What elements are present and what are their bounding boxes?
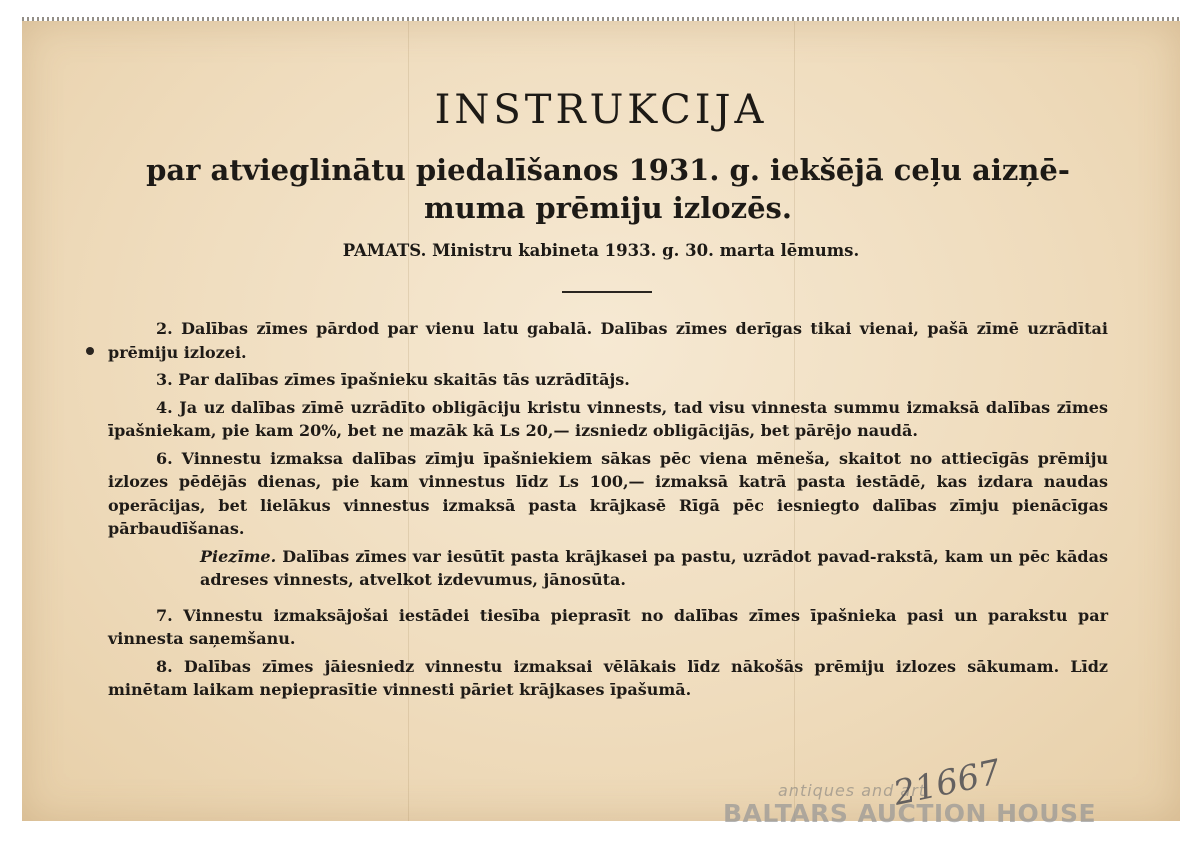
paragraph-7: 7. Vinnestu izmaksājošai iestādei tiesība pieprasīt no dalības zīmes īpašnieka pasi un parakstu par vinnesta saņemšanu. [108, 605, 1108, 648]
paragraph-4: 4. Ja uz dalības zīmē uzrādīto obligāciju kristu vinnests, tad visu vinnesta summu izmaksā dalības zīmes īpašniekam, pie kam 20%, bet ne mazāk kā Ls 20,— izsniedz obligācijās, bet pārējo naudā. [108, 397, 1108, 440]
document-title: INSTRUKCIJA [434, 87, 768, 133]
divider-rule [562, 291, 652, 293]
note [108, 545, 1108, 592]
paragraph-3: 3. Par dalības zīmes īpašnieku skaitās tās uzrādītājs. [156, 370, 630, 389]
note-label: Piezīme. [200, 546, 277, 566]
instruction-body [108, 317, 1108, 706]
watermark-brand: BALTARS AUCTION HOUSE [723, 799, 1097, 828]
ink-dot-mark [86, 347, 94, 355]
legal-basis: PAMATS. Ministru kabineta 1933. g. 30. marta lēmums. [342, 241, 860, 260]
paragraph-2: 2. Dalības zīmes pārdod par vienu latu gabalā. Dalības zīmes derīgas tikai vienai, pašā zīmē uzrādītai prēmiju izlozei. [108, 319, 1108, 362]
document-subtitle: par atvieglinātu piedalīšanos 1931. g. iekšējā ceļu aizņē-muma prēmiju izlozēs. [146, 153, 1070, 225]
document-sheet [22, 21, 1180, 821]
paragraph-8: 8. Dalības zīmes jāiesniedz vinnestu izmaksai vēlākais līdz nākošās prēmiju izlozes sākumam. Līdz minētam laikam nepieprasītie vinnesti pāriet krājkases īpašumā. [108, 656, 1108, 699]
watermark-subline: antiques and art [778, 781, 927, 800]
handwritten-number: 21667 [890, 752, 1005, 814]
note-text: Dalības zīmes var iesūtīt pasta krājkasei pa pastu, uzrādot pavad-rakstā, kam un pēc kādas adreses vinnests, atvelkot izdevumus, jānosūta. [200, 546, 1108, 589]
paragraph-6: 6. Vinnestu izmaksa dalības zīmju īpašniekiem sākas pēc viena mēneša, skaitot no attiecīgās prēmiju izlozes pēdējās dienas, pie kam vinnestus līdz Ls 100,— izmaksā katrā pasta iestādē, kas izdara naudas operācijas, bet lielākus vinnestus izmaksā pasta krājkasē Rīgā pēc iesniegto dalības zīmju pienācīgas pārbaudīšanas. [108, 448, 1108, 538]
